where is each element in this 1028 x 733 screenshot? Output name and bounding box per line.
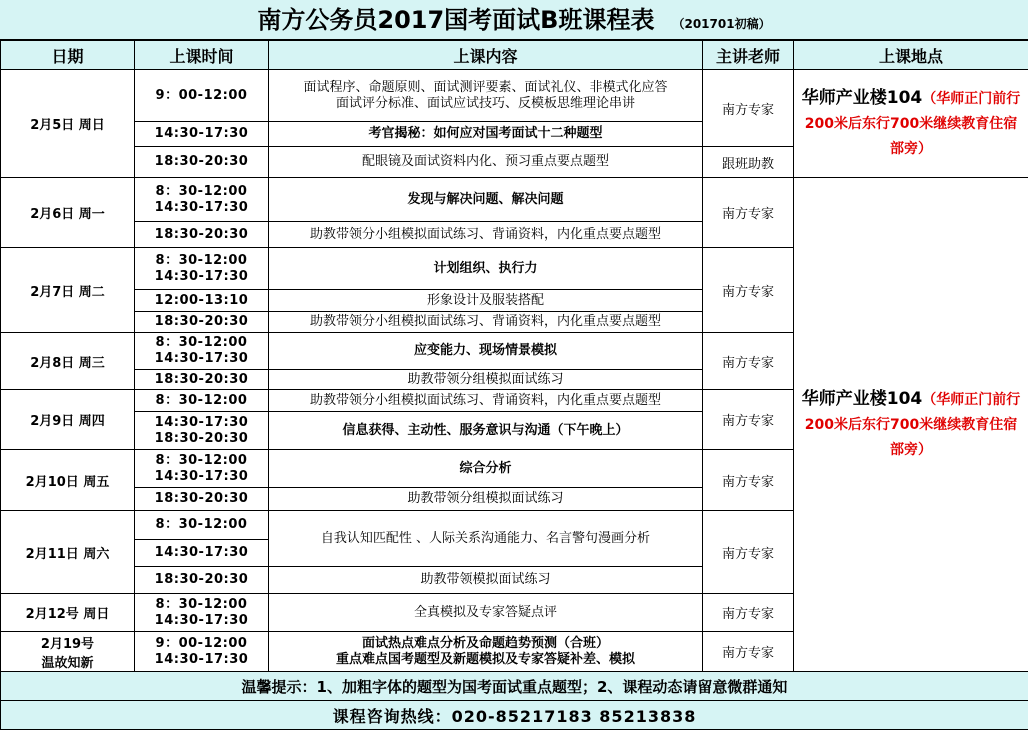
time-line: 14:30-17:30 [154, 612, 249, 628]
footer-tip: 温馨提示：1、加粗字体的题型为国考面试重点题型；2、课程动态请留意微群通知 [1, 672, 1028, 701]
time-cell: 18:30-20:30 [135, 370, 269, 390]
time-line: 14:30-17:30 [154, 651, 249, 667]
teacher-cell: 南方专家 [703, 70, 794, 147]
content-cell: 考官揭秘：如何应对国考面试十二种题型 [269, 122, 703, 147]
content-cell: 综合分析 [269, 450, 703, 488]
time-cell: 18:30-20:30 [135, 488, 269, 511]
location-directions: （华师正门前行200米后东行700米继续教育住宿部旁） [804, 91, 1021, 157]
time-line: 8：30-12:00 [155, 452, 248, 468]
time-line: 8：30-12:00 [155, 335, 248, 350]
content-cell: 助教带领模拟面试练习 [269, 567, 703, 594]
content-cell: 信息获得、主动性、服务意识与沟通（下午晚上） [269, 412, 703, 450]
time-cell [135, 594, 269, 632]
time-cell: 14:30-17:30 [135, 122, 269, 147]
content-cell: 自我认知匹配性 、人际关系沟通能力、名言警句漫画分析 [269, 511, 703, 567]
time-line: 9：00-12:00 [155, 635, 248, 651]
date-cell: 2月8日 周三 [1, 333, 135, 390]
content-cell [269, 70, 703, 122]
time-cell [135, 333, 269, 370]
time-cell: 18:30-20:30 [135, 222, 269, 248]
time-cell: 18:30-20:30 [135, 312, 269, 333]
location-directions: （华师正门前行200米后东行700米继续教育住宿部旁） [804, 392, 1021, 458]
content-cell: 全真模拟及专家答疑点评 [269, 594, 703, 632]
content-cell: 计划组织、执行力 [269, 248, 703, 290]
footer-hotline-row [1, 701, 1028, 730]
footer-hotline: 课程咨询热线：020-85217183 85213838 [1, 701, 1028, 730]
time-cell [135, 178, 269, 222]
date-cell: 2月9日 周四 [1, 390, 135, 450]
time-cell [135, 248, 269, 290]
content-line: 面试评分标准、面试应试技巧、反模板思维理论串讲 [335, 95, 635, 111]
teacher-cell: 南方专家 [703, 333, 794, 390]
content-line: 面试热点难点分析及命题趋势预测（合班） [361, 635, 609, 651]
footer-tip-row [1, 672, 1028, 701]
content-cell: 助教带领分组模拟面试练习 [269, 488, 703, 511]
date-cell [1, 632, 135, 672]
table-row [1, 70, 1028, 122]
content-cell: 发现与解决问题、解决问题 [269, 178, 703, 222]
teacher-cell: 南方专家 [703, 632, 794, 672]
header-content: 上课内容 [269, 41, 703, 70]
content-line: 面试程序、命题原则、面试测评要素、面试礼仪、非模式化应答 [303, 79, 668, 95]
table-row [1, 178, 1028, 222]
time-cell [135, 632, 269, 672]
time-line: 14:30-17:30 [154, 468, 249, 484]
time-line: 14:30-17:30 [154, 351, 249, 366]
time-cell: 18:30-20:30 [135, 567, 269, 594]
time-cell: 12:00-13:10 [135, 290, 269, 312]
date-line: 温故知新 [41, 655, 94, 671]
time-line: 18:30-20:30 [154, 430, 249, 446]
time-line: 14:30-17:30 [154, 414, 249, 430]
header-location: 上课地点 [794, 41, 1028, 70]
date-cell: 2月5日 周日 [1, 70, 135, 178]
content-cell: 助教带领分小组模拟面试练习、背诵资料，内化重点要点题型 [269, 222, 703, 248]
time-cell: 8：30-12:00 [135, 390, 269, 412]
title-bar [0, 0, 1028, 40]
content-cell [269, 632, 703, 672]
teacher-cell: 南方专家 [703, 390, 794, 450]
content-cell: 配眼镜及面试资料内化、预习重点要点题型 [269, 147, 703, 178]
content-cell: 应变能力、现场情景模拟 [269, 333, 703, 370]
date-cell: 2月7日 周二 [1, 248, 135, 333]
time-cell [135, 450, 269, 488]
date-cell: 2月12号 周日 [1, 594, 135, 632]
time-line: 14:30-17:30 [154, 199, 249, 215]
time-line: 8：30-12:00 [155, 596, 248, 612]
date-cell: 2月6日 周一 [1, 178, 135, 248]
teacher-cell: 南方专家 [703, 511, 794, 594]
teacher-cell: 南方专家 [703, 178, 794, 248]
header-date: 日期 [1, 41, 135, 70]
content-cell: 助教带领分小组模拟面试练习、背诵资料，内化重点要点题型 [269, 390, 703, 412]
time-line: 14:30-17:30 [154, 268, 249, 284]
teacher-cell: 跟班助教 [703, 147, 794, 178]
header-time: 上课时间 [135, 41, 269, 70]
page-title: 南方公务员2017国考面试B班课程表 [257, 6, 655, 34]
header-teacher: 主讲老师 [703, 41, 794, 70]
draft-note: （201701初稿） [672, 17, 771, 31]
time-cell: 8：30-12:00 [135, 511, 269, 540]
date-cell: 2月11日 周六 [1, 511, 135, 594]
location-cell-first [794, 70, 1028, 178]
location-building: 华师产业楼104 [801, 88, 923, 108]
date-line: 2月19号 [40, 636, 95, 652]
schedule-table [0, 40, 1028, 730]
time-cell [135, 412, 269, 450]
content-cell: 助教带领分小组模拟面试练习、背诵资料，内化重点要点题型 [269, 312, 703, 333]
time-cell: 14:30-17:30 [135, 540, 269, 567]
teacher-cell: 南方专家 [703, 594, 794, 632]
teacher-cell: 南方专家 [703, 450, 794, 511]
content-line: 重点难点国考题型及新题模拟及专家答疑补差、模拟 [335, 651, 635, 667]
date-cell: 2月10日 周五 [1, 450, 135, 511]
content-cell: 形象设计及服装搭配 [269, 290, 703, 312]
time-line: 8：30-12:00 [155, 183, 248, 199]
time-cell: 9：00-12:00 [135, 70, 269, 122]
header-row [1, 41, 1028, 70]
location-cell-second [794, 178, 1028, 672]
content-cell: 助教带领分组模拟面试练习 [269, 370, 703, 390]
time-line: 8：30-12:00 [155, 252, 248, 268]
time-cell: 18:30-20:30 [135, 147, 269, 178]
location-building: 华师产业楼104 [801, 389, 923, 409]
teacher-cell: 南方专家 [703, 248, 794, 333]
